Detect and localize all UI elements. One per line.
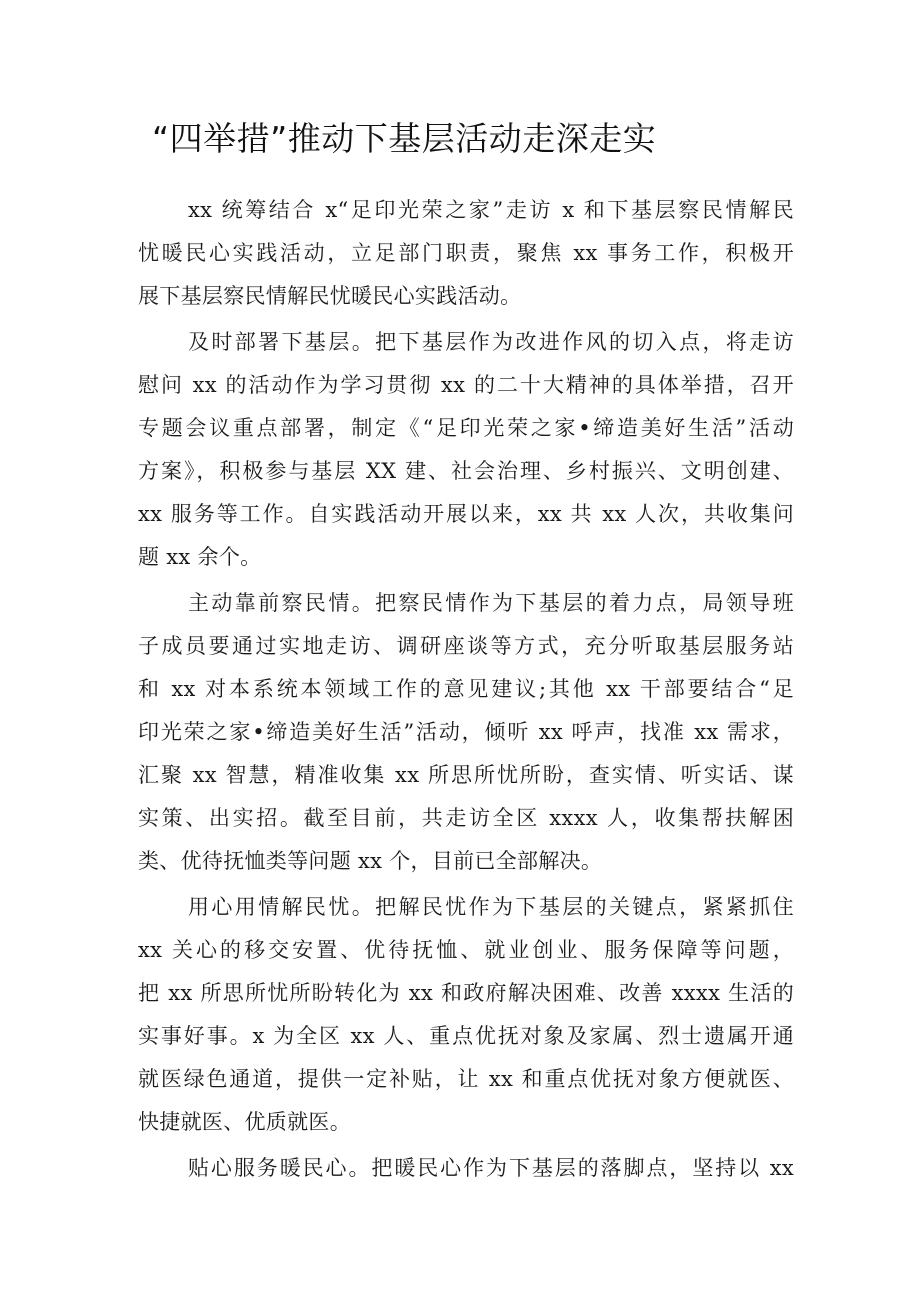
text-line: xx 服务等工作。自实践活动开展以来，xx 共 xx 人次，共收集问	[138, 502, 794, 526]
document-title: “四举措”推动下基层活动走深走实	[152, 119, 657, 158]
document-body	[138, 189, 794, 1190]
paragraph-intro	[138, 189, 794, 318]
text-line: 汇聚 xx 智慧，精准收集 xx 所思所忧所盼，查实情、听实话、谋	[138, 763, 794, 787]
text-line: 实策、出实招。截至目前，共走访全区 xxxx 人，收集帮扶解困	[138, 806, 794, 830]
text-line: 贴心服务暖民心。把暖民心作为下基层的落脚点，坚持以 xx	[188, 1156, 794, 1180]
text-line: xx 关心的移交安置、优待抚恤、就业创业、服务保障等问题，	[138, 938, 794, 962]
text-line: 及时部署下基层。把下基层作为改进作风的切入点，将走访	[188, 330, 794, 354]
text-line: 就医绿色通道，提供一定补贴，让 xx 和重点优抚对象方便就医、	[138, 1067, 794, 1091]
text-line: 方案》，积极参与基层 XX 建、社会治理、乡村振兴、文明创建、	[138, 459, 794, 483]
text-line: 慰问 xx 的活动作为学习贯彻 xx 的二十大精神的具体举措，召开	[138, 373, 794, 397]
text-line: 主动靠前察民情。把察民情作为下基层的着力点，局领导班	[188, 591, 794, 615]
paragraph-solve	[138, 886, 794, 1144]
paragraph-observe	[138, 582, 794, 883]
text-line: 把 xx 所思所忧所盼转化为 xx 和政府解决困难、改善 xxxx 生活的	[138, 981, 794, 1005]
text-line: 子成员要通过实地走访、调研座谈等方式，充分听取基层服务站	[138, 634, 794, 658]
text-line: 用心用情解民忧。把解民忧作为下基层的关键点，紧紧抓住	[188, 895, 794, 919]
text-line: 印光荣之家•缔造美好生活”活动，倾听 xx 呼声，找准 xx 需求，	[138, 720, 794, 744]
text-line: 题 xx 余个。	[138, 545, 262, 569]
text-line: xx 统筹结合 x“足印光荣之家”走访 x 和下基层察民情解民	[188, 198, 794, 222]
text-line: 展下基层察民情解民忧暖民心实践活动。	[138, 284, 522, 308]
text-line: 忧暖民心实践活动，立足部门职责，聚焦 xx 事务工作，积极开	[138, 241, 794, 265]
text-line: 专题会议重点部署，制定《“足印光荣之家•缔造美好生活”活动	[138, 416, 794, 440]
paragraph-deploy	[138, 321, 794, 579]
paragraph-serve	[138, 1147, 794, 1190]
text-line: 快捷就医、优质就医。	[138, 1110, 351, 1134]
text-line: 和 xx 对本系统本领域工作的意见建议;其他 xx 干部要结合“足	[138, 677, 794, 701]
text-line: 类、优待抚恤类等问题 xx 个，目前已全部解决。	[138, 849, 603, 873]
text-line: 实事好事。x 为全区 xx 人、重点优抚对象及家属、烈士遗属开通	[138, 1024, 794, 1048]
